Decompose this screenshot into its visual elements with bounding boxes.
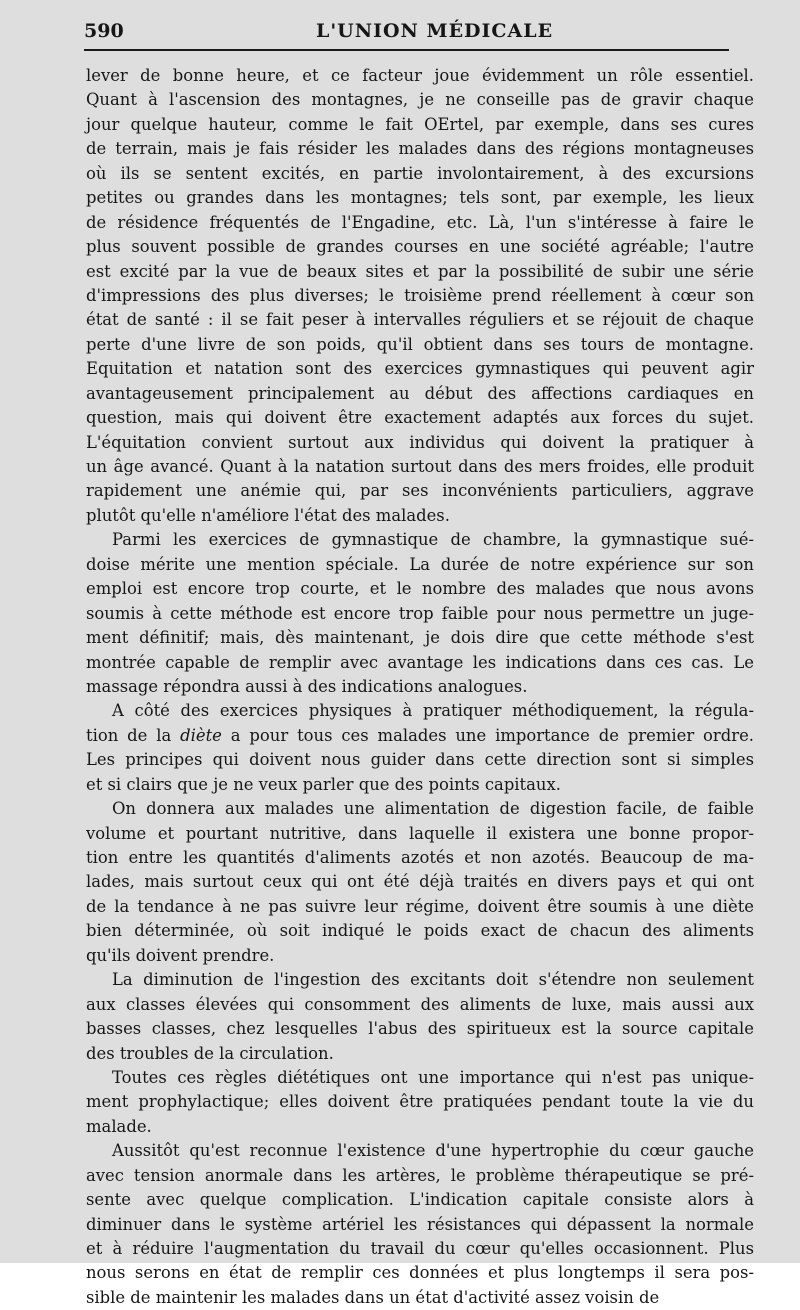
text-line: et si clairs que je ne veux parler que des points capitaux.	[86, 774, 561, 794]
text-line: bien déterminée, où soit indiqué le poids exact de chacun des aliments	[86, 921, 754, 941]
text-line: qu'ils doivent prendre.	[86, 945, 275, 965]
text-line: aux classes élevées qui consomment des aliments de luxe, mais aussi aux	[86, 994, 754, 1014]
paragraph	[86, 1066, 754, 1139]
text-line: Aussitôt qu'est reconnue l'existence d'une hypertrophie du cœur gauche	[112, 1141, 754, 1161]
text-line: sente avec quelque complication. L'indication capitale consiste alors à	[86, 1190, 754, 1210]
page-header	[84, 18, 764, 48]
paragraph	[86, 1139, 754, 1310]
text-line: massage répondra aussi à des indications analogues.	[86, 676, 528, 696]
text-line: plutôt qu'elle n'améliore l'état des malades.	[86, 505, 450, 525]
text-line: basses classes, chez lesquelles l'abus des spiritueux est la source capitale	[86, 1019, 754, 1039]
text-line: Parmi les exercices de gymnastique de chambre, la gymnastique sué-	[112, 530, 754, 550]
text-line: petites ou grandes dans les montagnes; tels sont, par exemple, les lieux	[86, 188, 754, 208]
text-line: des troubles de la circulation.	[86, 1043, 334, 1063]
text-line: La diminution de l'ingestion des excitants doit s'étendre non seulement	[112, 970, 754, 990]
text-line: nous serons en état de remplir ces données et plus longtemps il sera pos-	[86, 1263, 754, 1283]
text-line: Equitation et natation sont des exercices gymnastiques qui peuvent agir	[86, 359, 754, 379]
text-line: d'impressions des plus diverses; le troisième prend réellement à cœur son	[86, 285, 754, 305]
text-line: rapidement une anémie qui, par ses inconvénients particuliers, aggrave	[86, 481, 754, 501]
text-line: est excité par la vue de beaux sites et par la possibilité de subir une série	[86, 261, 754, 281]
text-line: A côté des exercices physiques à pratiquer méthodiquement, la régula-	[112, 701, 754, 721]
text-line: lever de bonne heure, et ce facteur joue évidemment un rôle essentiel.	[86, 66, 754, 85]
text-line: soumis à cette méthode est encore trop faible pour nous permettre un juge-	[86, 603, 754, 623]
paragraph	[86, 797, 754, 968]
text-line: où ils se sentent excités, en partie involontairement, à des excursions	[86, 163, 754, 183]
paragraph	[86, 528, 754, 699]
header-rule	[84, 49, 729, 51]
text-line: L'équitation convient surtout aux individus qui doivent la pratiquer à	[86, 432, 754, 452]
paragraph	[86, 968, 754, 1066]
paragraph	[86, 699, 754, 797]
text-line: sible de maintenir les malades dans un état d'activité assez voisin de	[86, 1287, 660, 1307]
page-number: 590	[84, 20, 124, 42]
text-line: lades, mais surtout ceux qui ont été déjà traités en divers pays et qui ont	[86, 872, 754, 892]
text-line: avec tension anormale dans les artères, le problème thérapeutique se pré-	[86, 1165, 754, 1185]
text-line: de la tendance à ne pas suivre leur régime, doivent être soumis à une diète	[86, 896, 754, 916]
text-line: diminuer dans le système artériel les résistances qui dépassent la normale	[86, 1214, 754, 1234]
text-line: de résidence fréquentés de l'Engadine, etc. Là, l'un s'intéresse à faire le	[86, 212, 754, 232]
text-line: Quant à l'ascension des montagnes, je ne conseille pas de gravir chaque	[86, 90, 754, 110]
text-line: On donnera aux malades une alimentation de digestion facile, de faible	[112, 799, 754, 819]
text-line: plus souvent possible de grandes courses en une société agréable; l'autre	[86, 237, 754, 257]
text-line: tion de la diète a pour tous ces malades une importance de premier ordre.	[86, 725, 755, 745]
text-line: tion entre les quantités d'aliments azotés et non azotés. Beaucoup de ma-	[86, 848, 754, 867]
text-line: jour quelque hauteur, comme le fait OErtel, par exemple, dans ses cures	[86, 114, 754, 134]
running-title: L'UNION MÉDICALE	[316, 20, 554, 42]
text-line: ment définitif; mais, dès maintenant, je dois dire que cette méthode s'est	[86, 628, 754, 648]
body-text	[86, 64, 754, 1310]
text-line: malade.	[86, 1116, 152, 1136]
paragraph	[86, 64, 754, 528]
text-line: emploi est encore trop courte, et le nombre des malades que nous avons	[86, 579, 754, 599]
text-line: Les principes qui doivent nous guider dans cette direction sont si simples	[86, 750, 754, 770]
text-line: et à réduire l'augmentation du travail du cœur qu'elles occasionnent. Plus	[86, 1239, 754, 1258]
text-line: ment prophylactique; elles doivent être pratiquées pendant toute la vie du	[86, 1092, 754, 1112]
text-line: volume et pourtant nutritive, dans laquelle il existera une bonne propor-	[86, 823, 754, 843]
text-line: avantageusement principalement au début des affections cardiaques en	[86, 383, 754, 403]
text-line: montrée capable de remplir avec avantage les indications dans ces cas. Le	[86, 652, 754, 672]
text-line: état de santé : il se fait peser à intervalles réguliers et se réjouit de chaque	[86, 310, 754, 330]
text-line: Toutes ces règles diététiques ont une importance qui n'est pas unique-	[112, 1067, 754, 1087]
text-line: de terrain, mais je fais résider les malades dans des régions montagneuses	[86, 139, 754, 159]
text-line: un âge avancé. Quant à la natation surtout dans des mers froides, elle produit	[86, 457, 754, 476]
text-line: question, mais qui doivent être exactement adaptés aux forces du sujet.	[86, 408, 754, 428]
text-line: doise mérite une mention spéciale. La durée de notre expérience sur son	[86, 554, 754, 574]
text-line: perte d'une livre de son poids, qu'il obtient dans ses tours de montagne.	[86, 334, 754, 354]
